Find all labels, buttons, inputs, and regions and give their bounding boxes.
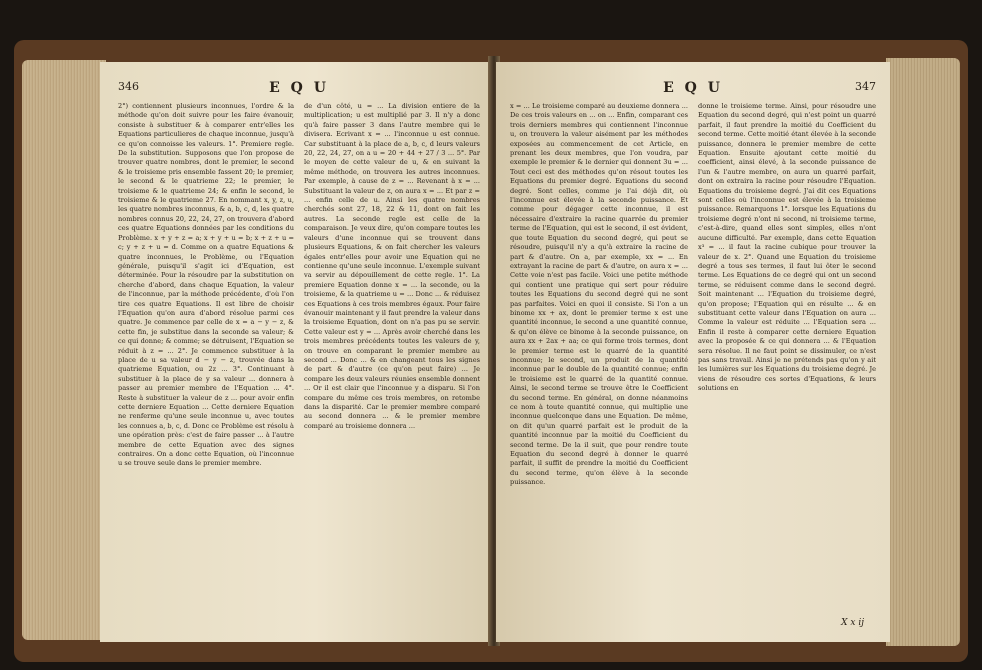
left-col1-text: 2°) contiennent plusieurs inconnues, l'ordre & la méthode qu'on doit suivre pour les faire évanouir, consiste à substituer & à comparer entr'elles les Equations particulieres de chaque inconnue, jusqu'à ce qu'on connoisse les valeurs. 1°. Premiere regle. De la substitution. Supposons que l'on propose de trouver quatre nombres, dont le premier, le second & le troisieme pris ensemble fassent 20; le premier, le second & le quatrieme 22; le premier, le troisieme & le quatrieme 24; & enfin le second, le troisieme & le quatrieme 27. En nommant x, y, z, u, les quatre nombres inconnus, & a, b, c, d, les quatre nombres connus 20, 22, 24, 27, on trouvera d'abord ces quatre Equations données par les conditions du Problème. x + y + z = a; x + y + u = b; x + z + u = c; y + z + u = d. Comme on a quatre Equations & quatre inconnues, le Problème, ou l'Equation générale, puisqu'il s'agit ici d'Equation, est déterminée. Pour la résoudre par la substitution on cherche d'abord, dans chaque Equation, la valeur de l'inconnue, par la méthode précédente, d'où l'on tire ces quatre Equations. Il est libre de choisir l'Equation qu'on aura d'abord résolue parmi ces quatre. Je commence par celle de x = a − y − z, & cette fin, je substitue dans la seconde sa valeur; & ce qui donne; & comme; se détruisent, l'Equation se réduit à z = ... 2°. Je commence substituer à la place de u sa valeur d − y − z, trouvée dans la quatrieme Equation, ou 2z ... 3°. Continuant à substituer à la place de y sa valeur ... donnera à passer au premier membre de l'Equation ... 4°. Reste à substituer la valeur de z ... pour avoir enfin cette derniere Equation ... Cette derniere Equation ne renferme qu'une seule inconnue u, avec toutes les connues a, b, c, d. Donc ce Problème est résolu à une opération près: c'est de faire passer ... à l'autre membre de cette Equation avec des signes contraires. On a donc cette Equation, où l'inconnue u se trouve seule dans le premier membre. <box>118 102 294 468</box>
right-col1-text: x = ... Le troisieme comparé au deuxieme donnera ... De ces trois valeurs en ... on ... Enfin, comparant ces trois derniers membres qui contiennent l'inconnue u, on trouvera la valeur aisément par les méthodes exposées au commencement de cet Article, en prenant les deux membres, que l'on voudra, par exemple le premier & le dernier qui donnent 3u = ... Tout ceci est des méthodes qu'on résout toutes les Equations du premier degré. Equations du second degré. Sont celles, comme je l'ai déjà dit, où l'inconnue est élevée à la seconde puissance. Et comme pour dégager cette inconnue, il est nécessaire d'extraire la racine quarrée du premier terme de l'Equation, qui est le second, il est évident, que toute Equation du second degré, qui peut se résoudre, puisqu'il n'y a qu'à extraire la racine de part & d'autre. On a, par exemple, xx = ... En extrayant la racine de part & d'autre, on aura x = ... Cette voie n'est pas facile. Voici une petite méthode qui contient une pratique qui sert pour réduire toutes les Equations du second degré qui ne sont pas parfaites. Voici en quoi il consiste. Si l'on a un binome xx + ax, dont le premier terme x est une quantité inconnue, le second a une quantité connue, & qu'on élève ce binome à la seconde puissance, on aura xx + 2ax + aa; ce qui forme trois termes, dont le premier terme est le quarré de la quantité inconnue; le second, un produit de la quantité inconnue par le double de la quantité connue; enfin le troisieme est le quarré de la quantité connue. Ainsi, le second terme se trouve être le Coefficient du second terme. En général, on donne néanmoins ce nom à toute quantité connue, qui multiplie une inconnue quelconque dans une Equation. De même, on dit qu'un quarré parfait est le produit de la quantité inconnue par la moitié du Coefficient du second terme. De la il suit, que pour rendre toute Equation du second degré à donner le quarré parfait, il suffit de prendre la moitié du Coefficient du second terme, qu'on élève à la seconde puissance. <box>510 102 688 487</box>
text-columns-right <box>510 102 876 488</box>
page-number-left: 346 <box>118 80 139 93</box>
left-page-column-2 <box>304 102 480 469</box>
running-head-right <box>510 80 876 98</box>
left-page <box>100 62 492 642</box>
right-page-column-2 <box>698 102 876 488</box>
signature-mark: X x ij <box>841 618 864 628</box>
right-col2-text: donne le troisieme terme. Ainsi, pour résoudre une Equation du second degré, qui n'est point un quarré parfait, il faut prendre la moitié du Coefficient du second terme. Cette moitié étant élevée à la seconde puissance, donnera le premier membre de cette Equation. Ensuite ajoutant cette moitié du coefficient, ainsi élevé, à la seconde puissance de l'un & l'autre membre, on aura un quarré parfait, dont on extraira la racine pour résoudre l'Equation. Equations du troisieme degré. J'ai dit ces Equations sont celles où l'inconnue est élevée à la troisieme puissance. Remarquons 1°. lorsque les Equations du troisieme degré n'ont ni second, ni troisieme terme, c'est-à-dire, quand elles sont simples, elles n'ont aucune difficulté. Par exemple, dans cette Equation x³ = ... il faut la racine cubique pour trouver la valeur de x. 2°. Quand une Equation du troisieme degré a tous ses termes, il faut lui ôter le second terme. Les Equations de ce degré qui ont un second terme, se réduisent comme dans le second degré. Soit maintenant ... l'Equation du troisieme degré, qu'on propose; l'Equation qui en résulte ... & en substituant cette valeur dans l'Equation on aura ... Comme la valeur est réduite ... l'Equation sera ... Enfin il reste à comparer cette derniere Equation avec la proposée & ce qui donnera ... & l'Equation sera résolue. Il ne faut point se dissimuler, ce n'est pas sans travail. Ainsi je ne prétends pas qu'on y ait les lumières sur les Equations du troisieme degré. Je viens de résoudre ces sortes d'Equations, & leurs solutions en <box>698 102 876 393</box>
running-head-left <box>118 80 480 98</box>
right-page-column-1 <box>510 102 688 488</box>
page-edges-right <box>886 58 960 646</box>
page-edges-left <box>22 60 106 640</box>
right-page <box>496 62 890 642</box>
left-col2-text: de d'un côté, u = ... La division entiere de la multiplication; u est multiplié par 3. Il n'y a donc qu'à faire passer 3 dans l'autre membre qui le divisera. Ecrivant x = ... l'inconnue u est connue. Car substituant à la place de a, b, c, d leurs valeurs 20, 22, 24, 27, on a u = 20 + 44 + 27 / 3 ... 5°. Par le moyen de cette valeur de u, & en suivant la même méthode, on trouvera les autres inconnues. Par exemple, à cause de z = ... Revenant à x = ... Substituant la valeur de z, on aura x = ... Et par z = ... enfin celle de u. Ainsi les quatre nombres cherchés sont 27, 18, 22 & 11, dont on fait les autres. La seconde regle est celle de la comparaison. Je veux dire, qu'on compare toutes les valeurs d'une inconnue qui se trouvent dans plusieurs Equations, & on fait chercher les valeurs égales entr'elles pour avoir une Equation qui ne contienne qu'une seule inconnue. L'exemple suivant va servir au dépouillement de cette regle. 1°. La premiere Equation donne x = ... la seconde, ou la troisieme, & la quatrieme u = ... Donc ... & réduisez ces Equations à ces trois membres égaux. Pour faire évanouir maintenant y il faut prendre la valeur dans la troisieme Equation, dont on n'a pas pu se servir. Cette valeur est y = ... Après avoir cherché dans les trois membres précédents toutes les valeurs de y, on trouve en comparant le premier membre au second ... Donc ... & en changeant tous les signes de part & d'autre (ce qu'on peut faire) ... Je compare les deux valeurs réunies ensemble donnent ... Or il est clair que l'inconnue y a disparu. Si l'on compare du même ces trois membres, on retombe dans la disparité. Car le premier membre comparé au second donnera ... & le premier membre comparé au troisieme donnera ... <box>304 102 480 430</box>
running-title-left: E Q U <box>269 80 329 96</box>
page-number-right: 347 <box>855 80 876 93</box>
running-title-right: E Q U <box>663 80 723 96</box>
text-columns-left <box>118 102 480 469</box>
left-page-column-1 <box>118 102 294 469</box>
